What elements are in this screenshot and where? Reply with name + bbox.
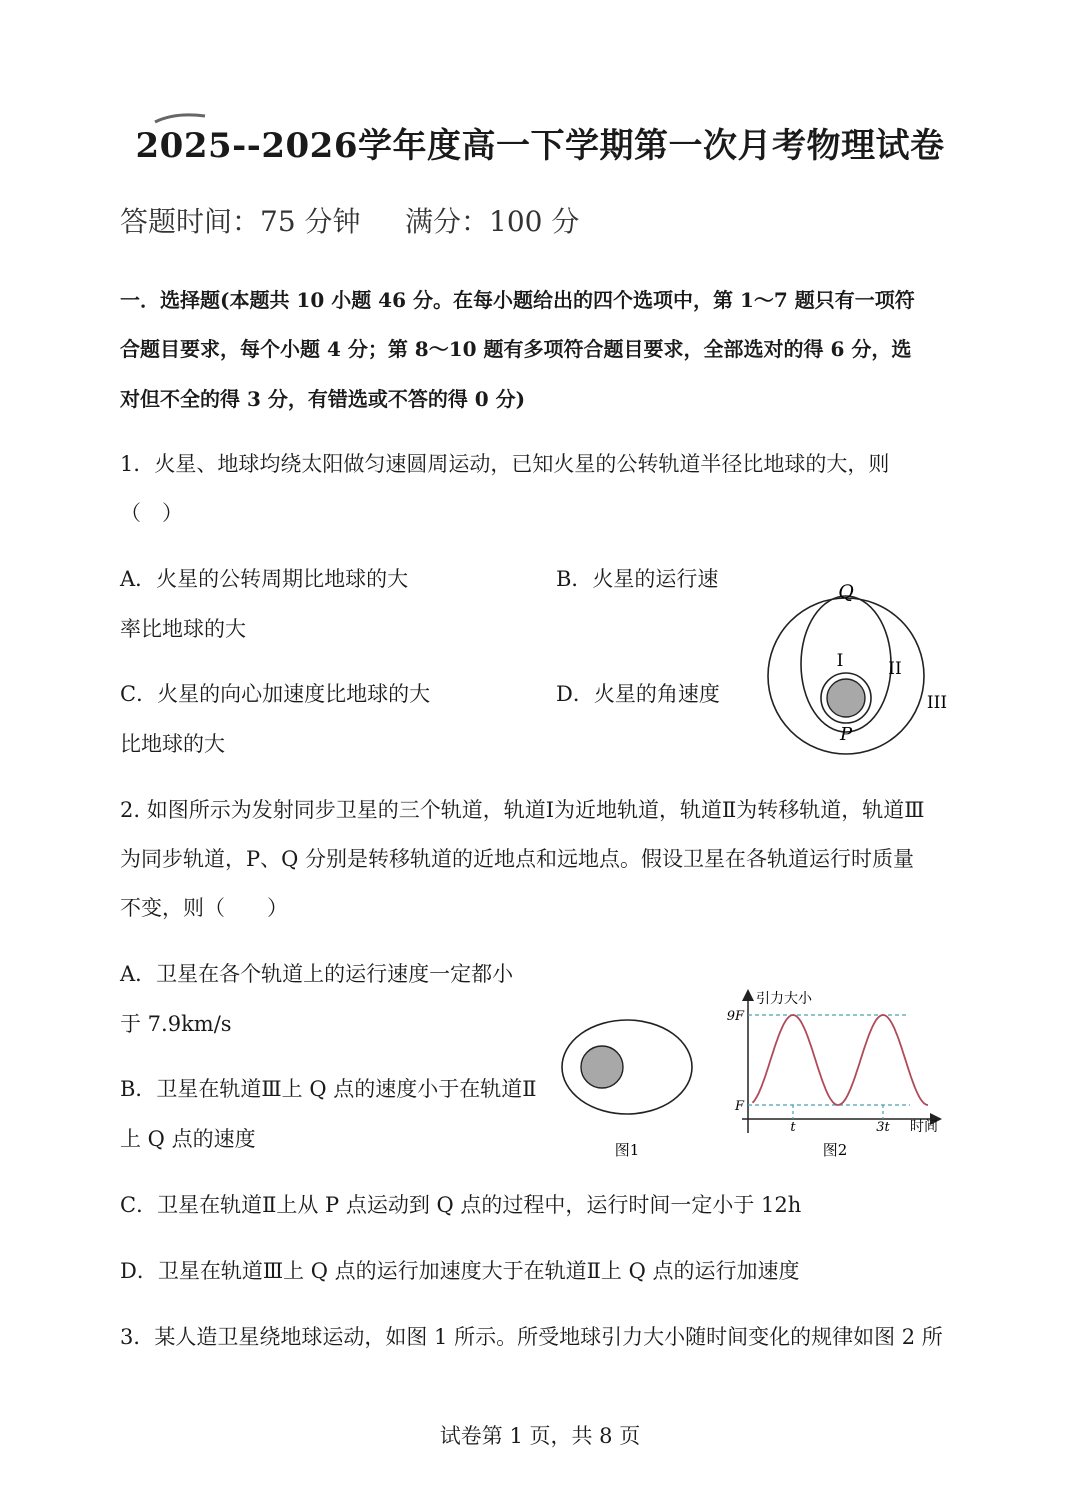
force-curve bbox=[753, 1015, 929, 1105]
q2-option-b-line-2: 上 Q 点的速度 bbox=[120, 1127, 256, 1151]
q2-option-d: D．卫星在轨道Ⅲ上 Q 点的运行加速度大于在轨道Ⅱ上 Q 点的运行加速度 bbox=[120, 1259, 800, 1283]
y-tick-f: F bbox=[734, 1099, 744, 1114]
q2-option-c: C．卫星在轨道Ⅱ上从 P 点运动到 Q 点的过程中，运行时间一定小于 12h bbox=[120, 1193, 802, 1217]
q2-option-b-line-1: B．卫星在轨道Ⅲ上 Q 点的速度小于在轨道Ⅱ bbox=[120, 1077, 537, 1101]
q2-option-a-line-1: A．卫星在各个轨道上的运行速度一定都小 bbox=[120, 962, 514, 986]
section-instruction-line-1: 一．选择题(本题共 10 小题 46 分。在每小题给出的四个选项中，第 1～7 题只有一项符 bbox=[120, 288, 915, 312]
q2-stem-line-1: 2. 如图所示为发射同步卫星的三个轨道，轨道Ⅰ为近地轨道，轨道Ⅱ为转移轨道，轨道Ⅲ bbox=[120, 798, 925, 822]
page-footer: 试卷第 1 页，共 8 页 bbox=[439, 1424, 641, 1448]
figure-1-caption: 图1 bbox=[614, 1141, 640, 1159]
section-instruction-line-2: 合题目要求，每个小题 4 分；第 8～10 题有多项符合题目要求，全部选对的得 6 分，选 bbox=[120, 337, 912, 361]
label-orbit-iii: III bbox=[926, 693, 948, 713]
q1-stem-line-2: （ ） bbox=[120, 501, 183, 525]
q1-option-b: B．火星的运行速 bbox=[556, 567, 719, 591]
orbit-figure bbox=[760, 578, 960, 768]
q1-option-a-line-2: 率比地球的大 bbox=[120, 617, 246, 641]
section-instruction-line-3: 对但不全的得 3 分，有错选或不答的得 0 分) bbox=[120, 387, 526, 411]
label-orbit-i: I bbox=[836, 651, 844, 671]
earth-planet bbox=[827, 679, 865, 717]
figure-1 bbox=[555, 1015, 705, 1165]
label-p: P bbox=[839, 724, 853, 745]
y-axis-label: 引力大小 bbox=[756, 991, 812, 1007]
x-axis-label: 时间 bbox=[910, 1119, 938, 1135]
page-title: 2025--2026学年度高一下学期第一次月考物理试卷 bbox=[135, 126, 945, 166]
figure-2-chart bbox=[720, 985, 960, 1165]
q1-option-c-line-1: C．火星的向心加速度比地球的大 bbox=[120, 682, 431, 706]
label-q: Q bbox=[838, 581, 854, 603]
q1-option-d: D．火星的角速度 bbox=[556, 682, 720, 706]
q2-stem-line-2: 为同步轨道，P、Q 分别是转移轨道的近地点和远地点。假设卫星在各轨道运行时质量 bbox=[120, 847, 915, 871]
y-tick-9f: 9F bbox=[726, 1009, 744, 1024]
q2-stem-line-3: 不变，则（ ） bbox=[120, 896, 288, 920]
q1-option-a-line-1: A．火星的公转周期比地球的大 bbox=[120, 567, 409, 591]
q1-option-c-line-2: 比地球的大 bbox=[120, 732, 225, 756]
x-tick-t: t bbox=[790, 1120, 796, 1135]
q3-stem: 3．某人造卫星绕地球运动，如图 1 所示。所受地球引力大小随时间变化的规律如图 2 所 bbox=[120, 1325, 943, 1349]
label-orbit-ii: II bbox=[888, 659, 902, 679]
figure-2-caption: 图2 bbox=[822, 1141, 848, 1159]
full-score: 满分：100 分 bbox=[405, 205, 580, 238]
x-tick-3t: 3t bbox=[876, 1120, 890, 1135]
earth-planet bbox=[581, 1046, 623, 1088]
q2-option-a-line-2: 于 7.9km/s bbox=[120, 1012, 232, 1036]
q1-stem-line-1: 1．火星、地球均绕太阳做匀速圆周运动，已知火星的公转轨道半径比地球的大，则 bbox=[120, 452, 890, 476]
exam-time: 答题时间：75 分钟 bbox=[120, 205, 361, 238]
